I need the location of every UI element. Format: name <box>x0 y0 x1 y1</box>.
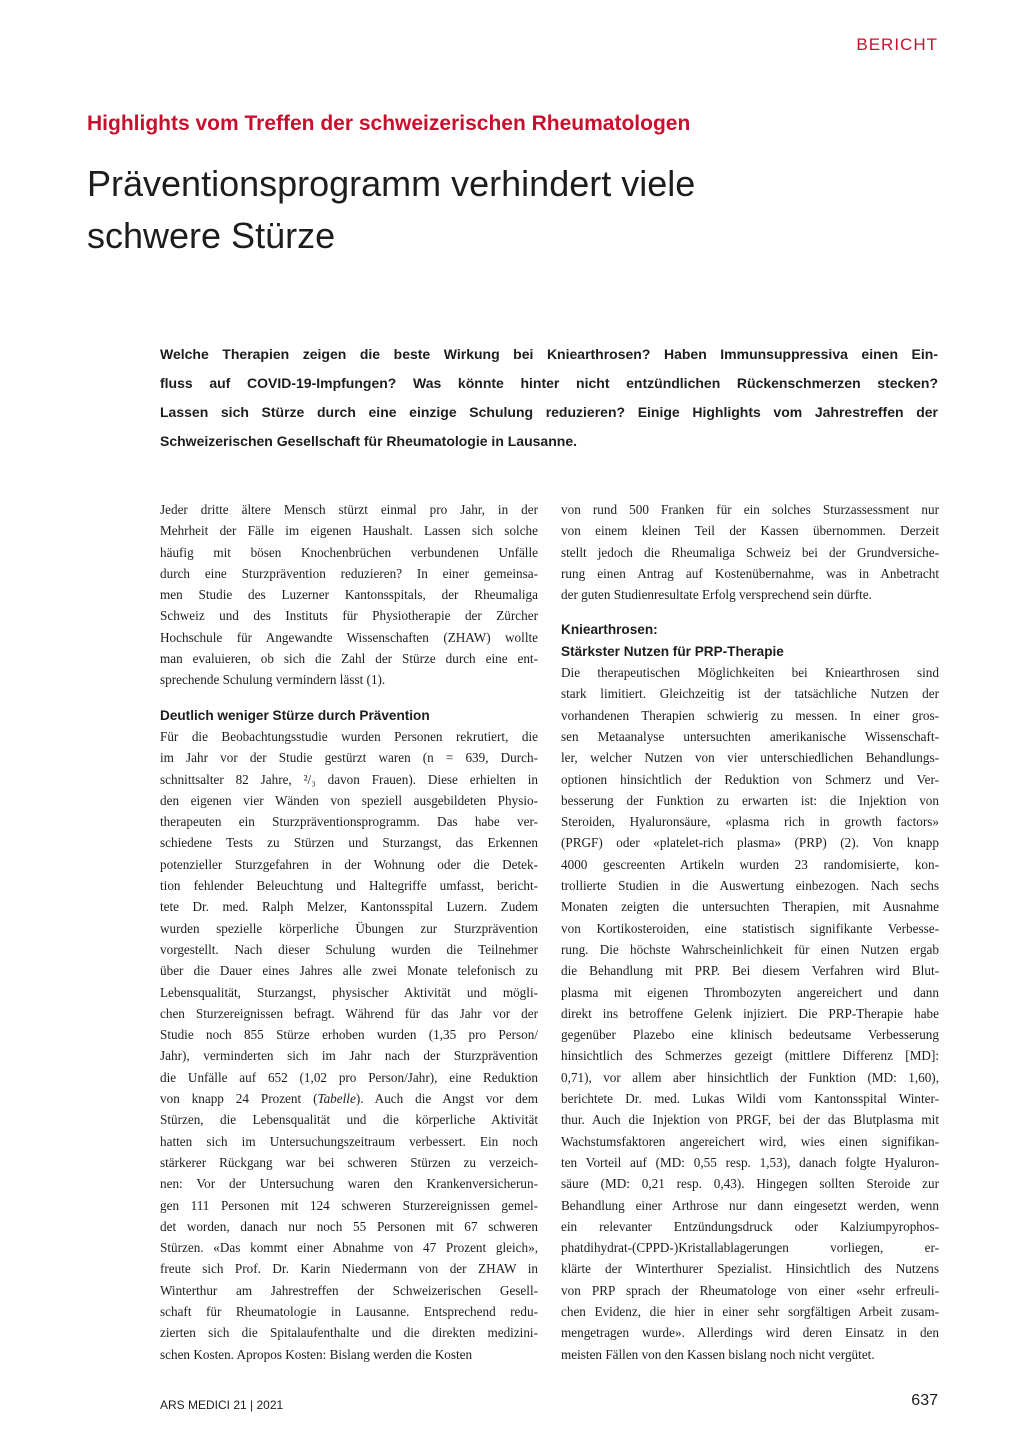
text-line: von einem kleinen Teil der Kassen übernommen. Derzeit <box>561 523 939 539</box>
text-line: zierten sich die Spitalaufenthalte und die direkten medizini- <box>160 1325 538 1341</box>
text-line: über die Dauer eines Jahres alle zwei Monate telefonisch zu <box>160 963 538 979</box>
paragraph <box>160 726 538 1365</box>
lead-line: fluss auf COVID-19-Impfungen? Was könnte hinter nicht entzündlichen Rückenschmerzen stecken? <box>160 375 938 391</box>
text-line: häufig mit bösen Knochenbrüchen verbundenen Unfälle <box>160 544 538 560</box>
article-kicker: Highlights vom Treffen der schweizerischen Rheumatologen <box>87 112 691 135</box>
article-title <box>87 158 937 262</box>
text-line: men Studie des Luzerner Kantonsspitals, der Rheumaliga <box>160 587 538 603</box>
text-line: von PRP sprach der Rheumatologe von einer «sehr erfreuli- <box>561 1282 939 1298</box>
text-line: stellt jedoch die Rheumaliga Schweiz bei der Grundversiche- <box>561 544 939 560</box>
text-line: stark limitiert. Gleichzeitig ist der tatsächliche Nutzen der <box>561 686 939 702</box>
lead-line: Lassen sich Stürze durch eine einzige Schulung reduzieren? Einige Highlights vom Jahrestreffen der <box>160 404 938 420</box>
text-line: schiedene Tests zu Stürzen und Sturzangst, das Erkennen <box>160 835 538 851</box>
text-line: Hochschule für Angewandte Wissenschaften (ZHAW) wollte <box>160 629 538 645</box>
page-number: 637 <box>911 1392 938 1409</box>
text-line: plasma mit eigenen Thrombozyten angereichert und dann <box>561 984 939 1000</box>
section-label: BERICHT <box>856 35 938 54</box>
text-line: Jeder dritte ältere Mensch stürzt einmal pro Jahr, in der <box>160 502 538 517</box>
text-line: wurden spezielle körperliche Übungen zur Sturzprävention <box>160 920 538 936</box>
text-line: vorgestellt. Nach dieser Schulung wurden die Teilnehmer <box>160 941 538 957</box>
paragraph <box>561 499 939 605</box>
text-line: von Kortikosteroiden, eine statistisch signifikante Verbesse- <box>561 920 939 936</box>
text-line: der guten Studienresultate Erfolg versprechend sein dürfte. <box>561 587 872 603</box>
title-line: schwere Stürze <box>87 215 336 256</box>
text-line: klärte der Winterthurer Spezialist. Hinsichtlich des Nutzens <box>561 1261 939 1277</box>
text-line: die Behandlung mit PRP. Bei diesem Verfahren wird Blut- <box>561 963 939 979</box>
section-heading: Deutlich weniger Stürze durch Prävention <box>160 707 430 723</box>
text-line: meisten Fällen von den Kassen bislang noch nicht vergütet. <box>561 1346 875 1362</box>
text-line: stärkerer Rückgang war bei schweren Stürzen zu verzeich- <box>160 1154 538 1170</box>
text-line: Lebensqualität, Sturzangst, physischer Aktivität und mögli- <box>160 984 538 1000</box>
text-line: trollierte Studien in die Auswertung einbezogen. Nach sechs <box>561 878 939 894</box>
right-column <box>561 499 939 1365</box>
text-line: optionen hinsichtlich der Reduktion von Schmerz und Ver- <box>561 771 939 787</box>
text-line: 4000 gescreenten Artikeln wurden 23 randomisierte, kon- <box>561 856 939 872</box>
text-line: ler, welcher Nutzen von vier unterschiedlichen Behandlungs- <box>561 750 939 766</box>
text-line: durch eine Sturzprävention reduzieren? In einer gemeinsa- <box>160 565 538 581</box>
text-line: die Unfälle auf 652 (1,02 pro Person/Jahr), eine Reduktion <box>160 1069 538 1085</box>
text-line: chen Sturzereignissen befragt. Während für das Jahr vor der <box>160 1005 538 1021</box>
text-line: Winterthur am Jahrestreffen der Schweizerischen Gesell- <box>160 1282 538 1298</box>
text-line: det worden, danach nur noch 55 Personen mit 67 schweren <box>160 1218 538 1234</box>
text-line: den eigenen vier Wänden von speziell ausgebildeten Physio- <box>160 792 538 808</box>
text-line: hatten sich im Untersuchungszeitraum verbessert. Ein noch <box>160 1133 538 1149</box>
text-line: chen Evidenz, die hier in einer sehr sorgfältigen Arbeit zusam- <box>561 1303 939 1319</box>
section-heading: Kniearthrosen: <box>561 622 658 638</box>
text-line: säure (MD: 0,21 resp. 0,43). Hingegen sollten Steroide zur <box>561 1176 939 1192</box>
text-line: Die therapeutischen Möglichkeiten bei Kniearthrosen sind <box>561 665 939 681</box>
lead-line: Schweizerischen Gesellschaft für Rheumatologie in Lausanne. <box>160 433 577 449</box>
section-subheading: Stärkster Nutzen für PRP-Therapie <box>561 643 784 659</box>
text-line: im Jahr vor der Studie gestürzt waren (n = 639, Durch- <box>160 750 538 766</box>
text-line: (PRGF) oder «platelet-rich plasma» (PRP) (2). Von knapp <box>561 835 939 851</box>
text-line: Monaten zeigten die untersuchten Therapien, mit Ausnahme <box>561 899 939 915</box>
text-line: Studie noch 855 Stürze erhoben wurden (1,35 pro Person/ <box>160 1027 538 1043</box>
text-line: potenzieller Sturzgefahren in der Wohnung oder die Detek- <box>160 856 538 872</box>
text-line: sen Metaanalyse untersuchten amerikanische Wissenschaft- <box>561 728 939 744</box>
text-line: berichtete Dr. med. Lukas Wildi vom Kantonsspital Winter- <box>561 1091 939 1107</box>
text-line: ten Vorteil auf (MD: 0,55 resp. 1,53), danach folgte Hyaluron- <box>561 1154 939 1170</box>
text-line: freute sich Prof. Dr. Karin Niedermann von der ZHAW in <box>160 1261 538 1277</box>
text-line: tion fehlender Beleuchtung und Haltegriffe umfasst, bericht- <box>160 878 538 894</box>
text-line: direkt ins betroffene Gelenk injiziert. Die PRP-Therapie habe <box>561 1005 939 1021</box>
text-line: gen 111 Personen mit 124 schweren Sturzereignissen gemel- <box>160 1197 538 1213</box>
text-line: sprechende Schulung vermindern lässt (1). <box>160 672 386 688</box>
text-line: tete Dr. med. Ralph Melzer, Kantonsspital Luzern. Zudem <box>160 899 538 915</box>
title-line: Präventionsprogramm verhindert viele <box>87 163 696 204</box>
text-line: nen: Vor der Untersuchung waren den Krankenversicherun- <box>160 1176 538 1192</box>
text-line: schen Kosten. Apropos Kosten: Bislang werden die Kosten <box>160 1346 473 1362</box>
paragraph <box>160 499 538 691</box>
text-line: ein relevanter Entzündungsdruck oder Kalziumpyrophos- <box>561 1218 939 1234</box>
text-line: rung einen Antrag auf Kostenübernahme, was in Anbetracht <box>561 565 939 581</box>
text-line: von rund 500 Franken für ein solches Sturzassessment nur <box>561 502 939 517</box>
article-lead <box>160 340 938 456</box>
text-line: Jahr), verminderten sich im Jahr nach der Sturzprävention <box>160 1048 538 1064</box>
text-line: Behandlung einer Arthrose nur dann eingesetzt werden, wenn <box>561 1197 939 1213</box>
text-line: Für die Beobachtungsstudie wurden Personen rekrutiert, die <box>160 728 538 744</box>
text-line: besserung der Funktion zu erwarten ist: die Injektion von <box>561 792 939 808</box>
text-line: 0,71), vor allem aber hinsichtlich der Funktion (MD: 1,60), <box>561 1069 939 1085</box>
text-line: Wachstumsfaktoren angereichert wird, wies einen signifikan- <box>561 1133 939 1149</box>
left-column <box>160 499 538 1365</box>
text-line: schnittsalter 82 Jahre, ²/₃ davon Frauen). Diese erhielten in <box>160 771 538 787</box>
text-line: Stürzen. «Das kommt einer Abnahme von 47 Prozent gleich», <box>160 1240 538 1256</box>
text-line: schaft für Rheumatologie in Lausanne. Entsprechend redu- <box>160 1303 538 1319</box>
text-line: man evaluieren, ob sich die Zahl der Stürze durch eine ent- <box>160 651 538 667</box>
lead-line: Welche Therapien zeigen die beste Wirkung bei Kniearthrosen? Haben Immunsuppressiva einen Ein- <box>160 346 938 362</box>
text-line: mengetragen wurde». Allerdings wird deren Einsatz in den <box>561 1325 939 1341</box>
text-line: Stürzen, die Lebensqualität und die körperliche Aktivität <box>160 1112 538 1128</box>
text-line: vorhandenen Therapien schwierig zu messen. In einer gros- <box>561 707 939 723</box>
text-line: Schweiz und des Instituts für Physiotherapie der Zürcher <box>160 608 538 624</box>
journal-footer: ARS MEDICI 21 | 2021 <box>160 1398 284 1412</box>
text-line: thur. Auch die Injektion von PRGF, bei der das Blutplasma mit <box>561 1112 939 1128</box>
text-line: gegenüber Plazebo eine klinisch bedeutsame Verbesserung <box>561 1027 939 1043</box>
paragraph <box>561 662 939 1365</box>
text-line: Mehrheit der Fälle im eigenen Haushalt. Lassen sich solche <box>160 523 538 539</box>
text-line: rung. Die höchste Wahrscheinlichkeit für einen Nutzen ergab <box>561 941 939 957</box>
text-line: von knapp 24 Prozent (Tabelle). Auch die Angst vor dem <box>160 1091 539 1107</box>
text-line: phatdihydrat-(CPPD-)Kristallablagerungen vorliegen, er- <box>561 1240 939 1256</box>
text-line: Steroiden, Hyaluronsäure, «plasma rich in growth factors» <box>561 814 939 830</box>
text-line: hinsichtlich des Schmerzes gezeigt (mittlere Differenz [MD]: <box>561 1048 939 1064</box>
text-line: therapeuten ein Sturzpräventionsprogramm. Das habe ver- <box>160 814 538 830</box>
